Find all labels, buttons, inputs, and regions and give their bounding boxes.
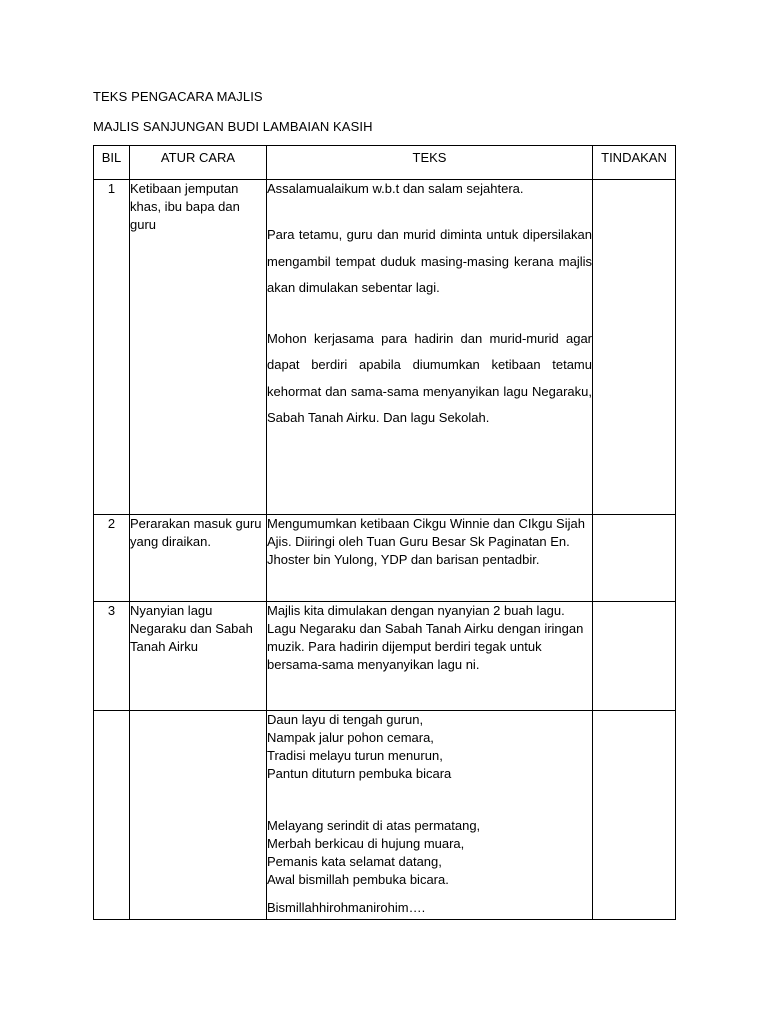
row-number: 2	[94, 515, 130, 602]
table-row	[94, 515, 676, 602]
row-teks	[267, 515, 593, 602]
teks-paragraph: Mohon kerjasama para hadirin dan murid-murid agar dapat berdiri apabila diumumkan ketibaan tetamu kehormat dan sama-sama menyanyikan lagu Negaraku, Sabah Tanah Airku. Dan lagu Sekolah.	[267, 330, 592, 425]
pantun-line: Daun layu di tengah gurun,	[267, 712, 424, 727]
row-teks	[267, 711, 593, 920]
pantun-verse	[267, 711, 592, 783]
closing-line: Bismillahhirohmanirohim….	[267, 900, 426, 915]
header-atur-cara: ATUR CARA	[130, 146, 267, 180]
program-table	[93, 145, 676, 920]
row-atur-cara	[130, 711, 267, 920]
row-number: 1	[94, 180, 130, 515]
header-tindakan: TINDAKAN	[593, 146, 676, 180]
teks-paragraph: Lagu Negaraku dan Sabah Tanah Airku dengan iringan muzik. Para hadirin dijemput berdiri tegak untuk bersama-sama menyanyikan lagu ni.	[267, 621, 584, 672]
table-row	[94, 711, 676, 920]
teks-paragraph: Majlis kita dimulakan dengan nyanyian 2 buah lagu.	[267, 603, 565, 618]
row-atur-cara: Perarakan masuk guru yang diraikan.	[130, 515, 267, 602]
teks-paragraph: Assalamualaikum w.b.t dan salam sejahtera.	[267, 181, 524, 196]
row-number	[94, 711, 130, 920]
teks-paragraph: Para tetamu, guru dan murid diminta untuk dipersilakan mengambil tempat duduk masing-masing kerana majlis akan dimulakan sebentar lagi.	[267, 227, 592, 295]
teks-paragraph: Mengumumkan ketibaan Cikgu Winnie dan CIkgu Sijah Ajis. Diiringi oleh Tuan Guru Besar Sk Paginatan En. Jhoster bin Yulong, YDP dan barisan pentadbir.	[267, 516, 585, 567]
row-tindakan	[593, 180, 676, 515]
row-number: 3	[94, 602, 130, 711]
pantun-line: Pantun dituturn pembuka bicara	[267, 766, 452, 781]
pantun-line: Pemanis kata selamat datang,	[267, 854, 442, 869]
row-tindakan	[593, 602, 676, 711]
table-header-row	[94, 146, 676, 180]
header-teks: TEKS	[267, 146, 593, 180]
pantun-line: Tradisi melayu turun menurun,	[267, 748, 443, 763]
row-tindakan	[593, 515, 676, 602]
pantun-line: Melayang serindit di atas permatang,	[267, 818, 481, 833]
table-row	[94, 602, 676, 711]
pantun-line: Nampak jalur pohon cemara,	[267, 730, 434, 745]
pantun-line: Awal bismillah pembuka bicara.	[267, 872, 449, 887]
header-bil: BIL	[94, 146, 130, 180]
row-tindakan	[593, 711, 676, 920]
document-subtitle: MAJLIS SANJUNGAN BUDI LAMBAIAN KASIH	[93, 119, 373, 134]
row-teks	[267, 180, 593, 515]
table-row	[94, 180, 676, 515]
document-title: TEKS PENGACARA MAJLIS	[93, 89, 263, 104]
pantun-verse	[267, 817, 592, 889]
row-atur-cara: Nyanyian lagu Negaraku dan Sabah Tanah Airku	[130, 602, 267, 711]
row-teks	[267, 602, 593, 711]
pantun-line: Merbah berkicau di hujung muara,	[267, 836, 465, 851]
row-atur-cara: Ketibaan jemputan khas, ibu bapa dan guru	[130, 180, 267, 515]
